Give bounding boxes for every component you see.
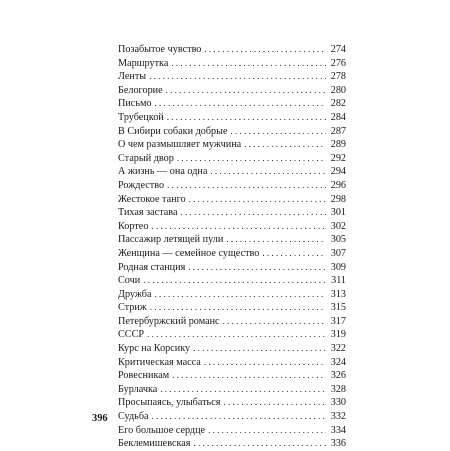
- toc-entry-title: Его большое сердце: [118, 424, 206, 436]
- toc-entry-title: Жестокое танго: [118, 193, 186, 205]
- toc-dot-leader: [149, 70, 326, 84]
- toc-dot-leader: [204, 356, 326, 370]
- toc-entry: [118, 369, 346, 383]
- toc-dot-leader: [147, 328, 326, 342]
- toc-entry-title: Белогорие: [118, 84, 163, 96]
- toc-dot-leader: [171, 57, 326, 71]
- toc-entry: [118, 152, 346, 166]
- toc-entry-title: Судьба: [118, 411, 149, 423]
- toc-entry-page: 332: [330, 411, 346, 423]
- toc-entry: [118, 288, 346, 302]
- toc-entry-page: 309: [330, 261, 346, 273]
- toc-entry-title: Женщина — семейное существо: [118, 247, 260, 259]
- toc-entry-title: Дружба: [118, 288, 152, 300]
- toc-entry-title: Рождество: [118, 179, 165, 191]
- toc-dot-leader: [181, 206, 327, 220]
- toc-dot-leader: [188, 261, 326, 275]
- toc-dot-leader: [150, 301, 326, 315]
- toc-dot-leader: [262, 247, 326, 261]
- toc-entry: [118, 342, 346, 356]
- toc-entry: [118, 57, 346, 71]
- toc-entry-page: 324: [330, 356, 346, 368]
- toc-entry-title: Курс на Корсику: [118, 343, 191, 355]
- toc-entry-page: 280: [330, 84, 346, 96]
- toc-dot-leader: [193, 342, 326, 356]
- toc-dot-leader: [208, 424, 326, 438]
- toc-dot-leader: [223, 315, 326, 329]
- toc-entry-page: 330: [330, 397, 346, 409]
- toc-entry-title: Старый двор: [118, 152, 174, 164]
- toc-entry-title: Петербуржский романс: [118, 315, 220, 327]
- toc-entry-page: 294: [330, 166, 346, 178]
- toc-entry-title: Родная станция: [118, 261, 186, 273]
- toc-entry-page: 296: [330, 179, 346, 191]
- toc-entry-page: 307: [330, 247, 346, 259]
- toc-dot-leader: [143, 274, 326, 288]
- toc-entry: [118, 274, 346, 288]
- toc-dot-leader: [160, 383, 326, 397]
- toc-entry: [118, 315, 346, 329]
- toc-dot-leader: [172, 369, 326, 383]
- toc-entry: [118, 84, 346, 98]
- toc-entry-page: 328: [330, 383, 346, 395]
- toc-entry-page: 274: [330, 44, 346, 55]
- toc-entry: [118, 424, 346, 438]
- toc-entry-title: СССР: [118, 329, 145, 341]
- toc-entry: [118, 111, 346, 125]
- toc-entry: [118, 165, 346, 179]
- toc-entry: [118, 43, 346, 57]
- toc-dot-leader: [177, 152, 326, 166]
- toc-entry: [118, 437, 346, 451]
- toc-entry-page: 302: [330, 220, 346, 232]
- page-number: 396: [92, 413, 108, 424]
- toc-entry-title: Тихая застава: [118, 207, 178, 219]
- toc-dot-leader: [154, 288, 326, 302]
- toc-dot-leader: [231, 125, 326, 139]
- toc-entry: [118, 206, 346, 220]
- toc-entry-page: 334: [330, 424, 346, 436]
- toc-entry-title: Бурлачка: [118, 383, 158, 395]
- toc-entry: [118, 410, 346, 424]
- toc-entry: [118, 125, 346, 139]
- toc-dot-leader: [226, 233, 326, 247]
- toc-entry-page: 317: [330, 315, 346, 327]
- toc-entry-title: Трубецкой: [118, 111, 164, 123]
- toc-entry-page: 326: [330, 370, 346, 382]
- toc-entry-page: 301: [330, 207, 346, 219]
- toc-entry-page: 298: [330, 193, 346, 205]
- toc-entry-title: Беклемишевская: [118, 438, 191, 450]
- toc-dot-leader: [189, 193, 326, 207]
- toc-entry-page: 292: [330, 152, 346, 164]
- toc-dot-leader: [223, 396, 326, 410]
- toc-entry-title: Стриж: [118, 302, 147, 314]
- toc-entry-page: 311: [331, 275, 346, 287]
- toc-dot-leader: [152, 410, 326, 424]
- toc-entry: [118, 396, 346, 410]
- table-of-contents: [118, 43, 346, 451]
- toc-dot-leader: [244, 138, 326, 152]
- toc-entry-title: В Сибири собаки добрые: [118, 125, 228, 137]
- toc-entry: [118, 247, 346, 261]
- toc-dot-leader: [210, 165, 326, 179]
- toc-entry-page: 315: [330, 302, 346, 314]
- toc-entry-title: Письмо: [118, 98, 152, 110]
- toc-entry-page: 278: [330, 71, 346, 83]
- toc-entry: [118, 328, 346, 342]
- toc-entry: [118, 356, 346, 370]
- toc-entry-title: Кортео: [118, 220, 149, 232]
- toc-entry-title: Позабытое чувство: [118, 44, 202, 55]
- toc-entry: [118, 233, 346, 247]
- toc-entry-title: А жизнь — она одна: [118, 166, 208, 178]
- toc-entry-page: 313: [330, 288, 346, 300]
- toc-entry-page: 322: [330, 343, 346, 355]
- toc-entry: [118, 179, 346, 193]
- toc-entry-title: Маршрутка: [118, 57, 169, 69]
- toc-entry: [118, 138, 346, 152]
- toc-entry-title: Просыпаясь, улыбаться: [118, 397, 221, 409]
- toc-entry: [118, 97, 346, 111]
- toc-entry-page: 289: [330, 139, 346, 151]
- toc-entry: [118, 301, 346, 315]
- toc-dot-leader: [167, 111, 326, 125]
- toc-dot-leader: [166, 84, 326, 98]
- toc-entry-title: Ровесникам: [118, 370, 170, 382]
- toc-entry-page: 305: [330, 234, 346, 246]
- toc-entry-page: 276: [330, 57, 346, 69]
- toc-entry-page: 282: [330, 98, 346, 110]
- toc-entry-page: 336: [330, 438, 346, 450]
- toc-dot-leader: [204, 43, 326, 57]
- toc-entry: [118, 193, 346, 207]
- toc-entry-page: 284: [330, 111, 346, 123]
- toc-entry-title: Сочи: [118, 275, 141, 287]
- toc-entry: [118, 261, 346, 275]
- toc-dot-leader: [167, 179, 326, 193]
- toc-entry-title: Пассажир летящей пули: [118, 234, 224, 246]
- toc-entry: [118, 220, 346, 234]
- toc-entry-page: 319: [330, 329, 346, 341]
- toc-entry-title: Ленты: [118, 71, 147, 83]
- toc-entry: [118, 70, 346, 84]
- toc-dot-leader: [193, 437, 326, 451]
- toc-entry-title: О чем размышляет мужчина: [118, 139, 242, 151]
- toc-entry: [118, 383, 346, 397]
- toc-dot-leader: [155, 97, 326, 111]
- toc-entry-page: 287: [330, 125, 346, 137]
- toc-dot-leader: [151, 220, 326, 234]
- toc-entry-title: Критическая масса: [118, 356, 201, 368]
